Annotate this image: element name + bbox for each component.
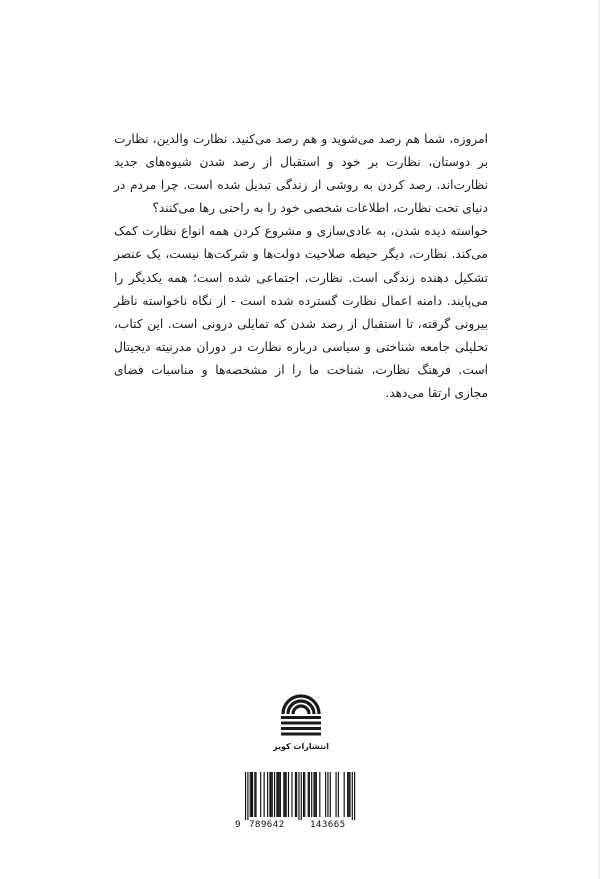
barcode-bar xyxy=(250,772,251,817)
barcode-bar xyxy=(315,772,316,817)
barcode-bar xyxy=(267,772,268,817)
barcode-bar xyxy=(280,772,281,817)
barcode-bar xyxy=(247,772,248,820)
blurb-paragraph-2: خواسته دیده شدن، به عادی‌سازی و مشروع کردن همه انواع نظارت کمک می‌کند. نظارت، دیگر حیطه صلاحیت دولت‌ها و شرکت‌ها نیست، یک عنصر تشکیل دهنده زندگی است. نظارت، اجتماعی شده است؛ همه یکدیگر را می‌پایند. دامنه اعمال نظارت گسترده شده است - از نگاه ناخواسته ناظر بیرونی گرفته، تا استقبال از رصد شدن که تمایلی درونی است. این کتاب، تحلیلی جامعه شناختی و سیاسی درباره نظارت در دوران مدرنیته دیجیتال است. فرهنگ نظارت، شناخت ما را از مشخصه‌ها و مناسبات فضای مجازی ارتقا می‌دهد. xyxy=(114,224,488,401)
isbn-barcode xyxy=(232,770,368,838)
barcode-bar xyxy=(319,772,320,817)
barcode-bar xyxy=(330,772,331,817)
barcode-bar xyxy=(308,772,309,817)
barcode-bar xyxy=(260,772,261,817)
barcode-bar xyxy=(271,772,272,817)
barcode-right-group: 143665 xyxy=(310,819,346,830)
blurb-text xyxy=(114,128,488,405)
barcode-digits xyxy=(232,819,368,833)
barcode-bar xyxy=(311,772,312,817)
barcode-bar xyxy=(354,772,355,820)
barcode-bar xyxy=(316,772,317,817)
barcode-bar xyxy=(269,772,270,817)
barcode-bar xyxy=(264,772,265,817)
barcode-bar xyxy=(304,772,305,817)
barcode-bar xyxy=(277,772,278,817)
barcode-bar xyxy=(254,772,255,817)
barcode-bar xyxy=(298,772,299,820)
barcode-bar xyxy=(313,772,314,817)
barcode-bar xyxy=(335,772,336,817)
barcode-bar xyxy=(252,772,253,817)
barcode-bar xyxy=(255,772,256,817)
barcode-bar xyxy=(301,772,302,820)
barcode-bars xyxy=(232,770,368,820)
barcode-bar xyxy=(284,772,285,817)
barcode-bar xyxy=(291,772,292,817)
barcode-left-group: 789642 xyxy=(249,819,285,830)
barcode-bar xyxy=(303,772,304,817)
publisher-name: انتشارات کویر xyxy=(273,742,329,751)
barcode-bar xyxy=(279,772,280,817)
barcode-bar xyxy=(296,772,297,817)
barcode-bar xyxy=(288,772,289,817)
barcode-bar xyxy=(338,772,339,817)
barcode-bar xyxy=(274,772,275,817)
barcode-bar xyxy=(348,772,349,817)
barcode-bar xyxy=(276,772,277,817)
barcode-bar xyxy=(251,772,252,817)
barcode-bar xyxy=(309,772,310,817)
barcode-bar xyxy=(272,772,273,817)
barcode-bar xyxy=(352,772,353,820)
barcode-bar xyxy=(295,772,296,817)
barcode-first-digit: 9 xyxy=(235,819,241,830)
barcode-bar xyxy=(344,772,345,817)
barcode-bar xyxy=(283,772,284,817)
barcode-bar xyxy=(286,772,287,817)
barcode-bar xyxy=(349,772,350,817)
barcode-bar xyxy=(245,772,246,820)
barcode-bar xyxy=(347,772,348,817)
barcode-bar xyxy=(327,772,328,817)
barcode-bar xyxy=(325,772,326,817)
blurb-paragraph-1: امروزه، شما هم رصد می‌شوید و هم رصد می‌کنید. نظارت والدین، نظارت بر دوستان، نظارت بر خود و استقبال از رصد شدن شیوه‌های جدید نظارت‌اند. رصد کردن به روشی از زندگی تبدیل شده است. چرا مردم در دنیای تحت نظارت، اطلاعات شخصی خود را به راحتی رها می‌کنند؟ xyxy=(114,132,488,216)
